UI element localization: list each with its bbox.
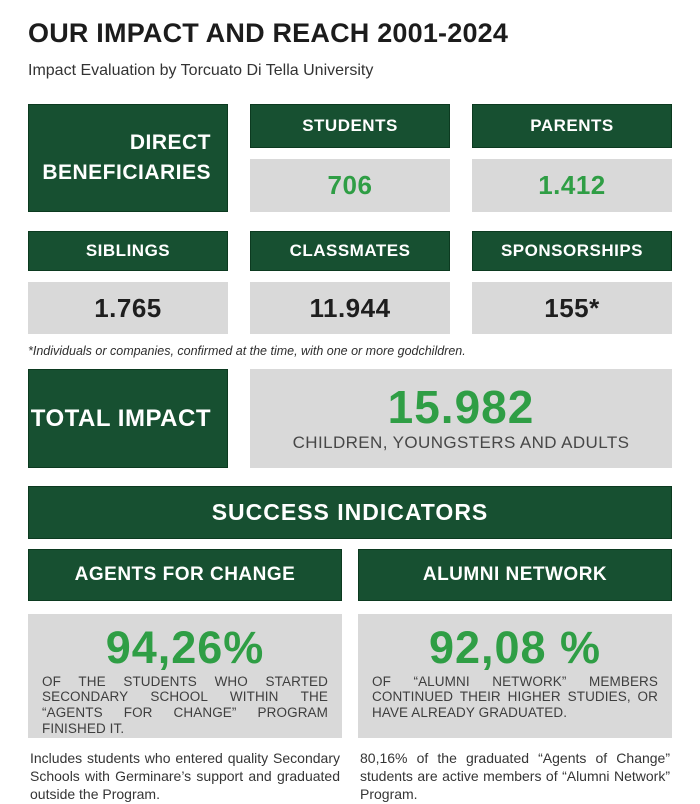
total-impact-label: TOTAL IMPACT [28,369,228,468]
page-subtitle: Impact Evaluation by Torcuato Di Tella University [28,62,374,79]
success-indicators-banner: SUCCESS INDICATORS [28,486,672,539]
stat-value-students: 706 [250,159,450,212]
card-body-alumni-network [358,614,672,738]
direct-beneficiaries-section [28,104,672,212]
card-body-agents-for-change [28,614,342,738]
success-card-headers [28,549,672,601]
total-impact-caption: CHILDREN, YOUNGSTERS AND ADULTS [292,433,630,452]
footnote-alumni-network: 80,16% of the graduated “Agents of Change” students are active members of “Alumni Network” Program. [360,750,670,803]
page-title: OUR IMPACT AND REACH 2001-2024 [28,18,509,48]
stat-value-siblings: 1.765 [28,282,228,334]
percent-alumni-network: 92,08 % [428,622,602,673]
sponsorship-footnote: *Individuals or companies, confirmed at the time, with one or more godchildren. [28,344,466,358]
stat-value-sponsorships: 155* [472,282,672,334]
bottom-footnotes [28,749,672,804]
percent-agents-for-change: 94,26% [105,622,265,673]
description-agents-for-change: OF THE STUDENTS WHO STARTED SECONDARY SCHOOL WITHIN THE “AGENTS FOR CHANGE” PROGRAM FINISHED IT. [42,673,328,736]
stat-header-siblings: SIBLINGS [28,231,228,271]
card-header-agents-for-change: AGENTS FOR CHANGE [28,549,342,601]
stat-header-sponsorships: SPONSORSHIPS [472,231,672,271]
stat-value-classmates: 11.944 [250,282,450,334]
stat-header-classmates: CLASSMATES [250,231,450,271]
total-impact-number: 15.982 [387,381,535,433]
stat-value-parents: 1.412 [472,159,672,212]
total-impact-section [28,369,672,468]
stat-header-students: STUDENTS [250,104,450,148]
card-header-alumni-network: ALUMNI NETWORK [358,549,672,601]
stat-header-parents: PARENTS [472,104,672,148]
indirect-stats-section [28,231,672,334]
success-card-bodies [28,614,672,738]
direct-beneficiaries-label: DIRECT BENEFICIARIES [28,104,228,212]
footnote-agents-for-change: Includes students who entered quality Secondary Schools with Germinare’s support and graduated outside the Program. [30,750,340,803]
description-alumni-network: OF “ALUMNI NETWORK” MEMBERS CONTINUED THEIR HIGHER STUDIES, OR HAVE ALREADY GRADUATED. [372,673,658,721]
total-impact-value-box [250,369,672,468]
